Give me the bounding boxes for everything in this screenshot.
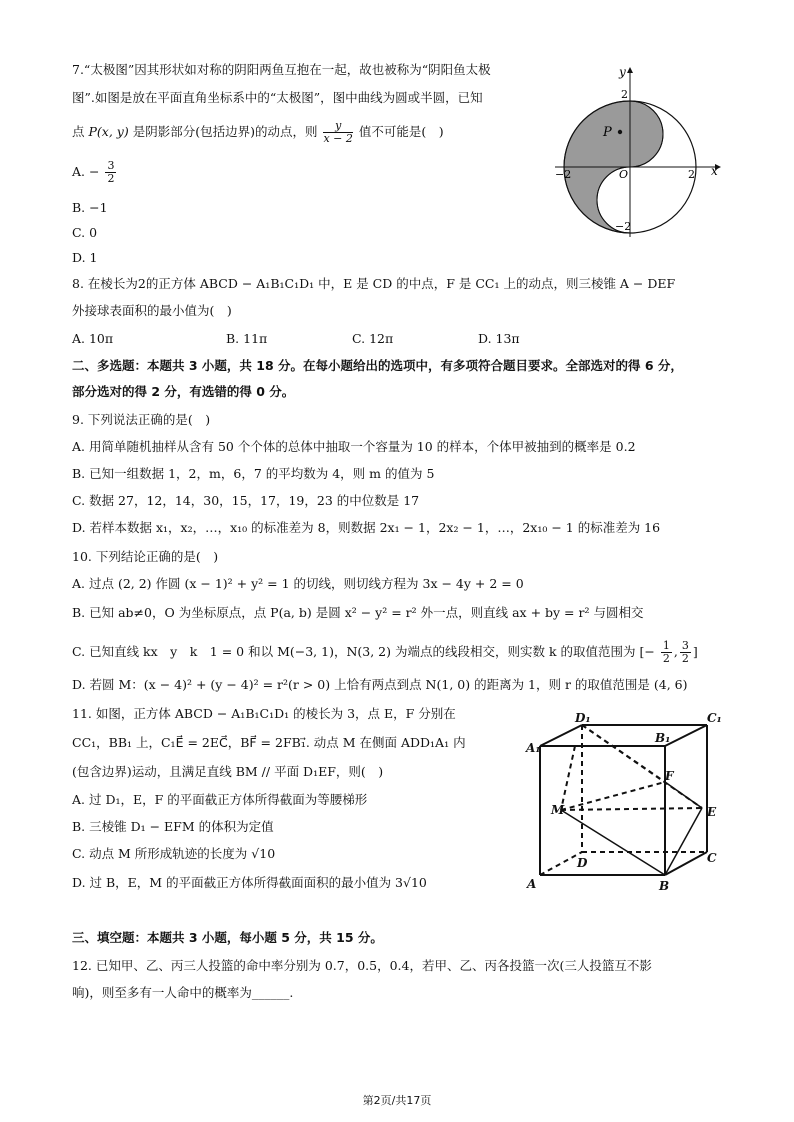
q12-line1: 12. 已知甲、乙、丙三人投篮的命中率分别为 0.7，0.5，0.4，若甲、乙、丙各投篮一次(三人投篮互不影 (72, 958, 652, 973)
q7-fraction (323, 120, 352, 145)
q9-option-d: D. 若样本数据 x₁，x₂，…，x₁₀ 的标准差为 8，则数据 2x₁ − 1，2x₂ − 1，…，2x₁₀ − 1 的标准差为 16 (72, 520, 661, 535)
q7-option-c: C. 0 (72, 225, 98, 240)
section2-heading: 二、多选题：本题共 3 小题，共 18 分。在每小题给出的选项中，有多项符合题目要求。全部选对的得 6 分， (72, 358, 683, 373)
origin-label: O (619, 168, 629, 181)
q8-option-c: C. 12π (352, 331, 394, 346)
cube-label-b1: B₁ (655, 731, 671, 745)
q7-line3 (72, 120, 444, 145)
cube-label-e: E (707, 805, 717, 819)
q7-line3-mid: 是阴影部分(包括边界)的动点，则 (132, 124, 318, 139)
q7-option-b: B. −1 (72, 200, 108, 215)
q10-option-c-rbracket: ] (692, 644, 698, 659)
taiji-figure (555, 62, 735, 237)
q7-line2: 图”.如图是放在平面直角坐标系中的“太极图”，图中曲线为圆或半圆，已知 (72, 90, 483, 105)
q10-option-a: A. 过点 (2, 2) 作圆 (x − 1)² + y² = 1 的切线，则切线方程为 3x − 4y + 2 = 0 (72, 576, 524, 591)
q11-line3: (包含边界)运动，且满足直线 BM // 平面 D₁EF，则( ) (72, 764, 384, 779)
q10-option-c-frac2 (680, 640, 691, 665)
q7-option-a-fraction (105, 160, 116, 185)
cube-label-c1: C₁ (707, 711, 722, 725)
q10-option-c-frac1 (661, 640, 672, 665)
q12-line2: 响)，则至多有一人命中的概率为______. (72, 985, 294, 1000)
section3-heading: 三、填空题：本题共 3 小题，每小题 5 分，共 15 分。 (72, 930, 383, 945)
q8-line1: 8. 在棱长为2的正方体 ABCD − A₁B₁C₁D₁ 中，E 是 CD 的中点，F 是 CC₁ 上的动点，则三棱锥 A − DEF (72, 276, 676, 291)
x-axis-label: x (711, 164, 718, 178)
q7-line3-pre: 点 (72, 124, 85, 139)
q10-option-c-frac2-den: 2 (681, 652, 689, 665)
q7-line3-post: 值不可能是( ) (358, 124, 444, 139)
q10-option-b: B. 已知 ab≠0，O 为坐标原点，点 P(a, b) 是圆 x² − y² = r² 外一点，则直线 ax + by = r² 与圆相交 (72, 605, 644, 620)
q7-point: P(x, y) (88, 124, 129, 139)
q7-frac-num: y (323, 120, 352, 133)
q10-option-c (72, 640, 698, 665)
q8-option-b: B. 11π (226, 331, 268, 346)
q10-option-c-frac2-num: 3 (681, 639, 689, 652)
q7-frac-den: x − 2 (323, 132, 353, 145)
point-p-label: P (603, 125, 612, 140)
tick-top: 2 (621, 88, 628, 101)
q11-option-b: B. 三棱锥 D₁ − EFM 的体积为定值 (72, 819, 274, 834)
tick-left: −2 (555, 168, 572, 181)
q11-option-a: A. 过 D₁，E，F 的平面截正方体所得截面为等腰梯形 (72, 792, 368, 807)
section2-heading2: 部分选对的得 2 分，有选错的得 0 分。 (72, 384, 295, 399)
q11-option-c: C. 动点 M 所形成轨迹的长度为 √10 (72, 846, 276, 861)
cube-label-f: F (665, 769, 674, 783)
y-axis-label: y (619, 65, 626, 79)
q8-option-d: D. 13π (478, 331, 520, 346)
q11-line2: CC₁，BB₁ 上，C₁E⃗ = 2EC⃗，BF⃗ = 2FB₁⃗. 动点 M 在侧面 ADD₁A₁ 内 (72, 735, 466, 750)
cube-label-b: B (659, 879, 670, 893)
q7-option-a (72, 160, 118, 185)
cube-label-c: C (707, 851, 717, 865)
q9-stem: 9. 下列说法正确的是( ) (72, 412, 211, 427)
q11-line1: 11. 如图，正方体 ABCD − A₁B₁C₁D₁ 的棱长为 3，点 E，F 分别在 (72, 706, 456, 721)
cube-label-m: M (551, 803, 565, 817)
q10-option-c-comma: , (673, 644, 678, 659)
point-p-dot (618, 130, 622, 134)
q8-option-a: A. 10π (72, 331, 114, 346)
q11-option-d: D. 过 B，E，M 的平面截正方体所得截面面积的最小值为 3√10 (72, 875, 427, 890)
q7-option-d: D. 1 (72, 250, 98, 265)
q7-option-a-num: 3 (107, 159, 115, 172)
q7-line1: 7.“太极图”因其形状如对称的阴阳两鱼互抱在一起，故也被称为“阴阳鱼太极 (72, 62, 491, 77)
q10-option-c-text: C. 已知直线 kx y k 1 = 0 和以 M(−3, 1)，N(3, 2) 为端点的线段相交，则实数 k 的取值范围为 (72, 644, 636, 659)
cube-label-a1: A₁ (526, 741, 541, 755)
cube-label-d: D (577, 856, 588, 870)
q10-stem: 10. 下列结论正确的是( ) (72, 549, 219, 564)
cube-label-d1: D₁ (575, 711, 591, 725)
q7-option-a-sign: − (89, 164, 100, 179)
tick-bottom: −2 (615, 220, 632, 233)
cube-label-a: A (527, 877, 537, 891)
q10-option-c-lbracket: [− (639, 644, 655, 659)
tick-right: 2 (688, 168, 695, 181)
q10-option-d: D. 若圆 M：(x − 4)² + (y − 4)² = r²(r > 0) 上恰有两点到点 N(1, 0) 的距离为 1，则 r 的取值范围是 (4, 6) (72, 677, 688, 692)
q9-option-a: A. 用简单随机抽样从含有 50 个个体的总体中抽取一个容量为 10 的样本，个体甲被抽到的概率是 0.2 (72, 439, 636, 454)
q8-line2: 外接球表面积的最小值为( ) (72, 303, 232, 318)
q9-option-c: C. 数据 27，12，14，30，15，17，19，23 的中位数是 17 (72, 493, 420, 508)
q10-option-c-frac1-num: 1 (662, 639, 670, 652)
q7-option-a-den: 2 (107, 172, 115, 185)
cube-figure (525, 710, 730, 895)
page-footer: 第2页/共17页 (362, 1094, 432, 1107)
q7-option-a-label: A. (72, 164, 86, 179)
q10-option-c-frac1-den: 2 (662, 652, 670, 665)
q9-option-b: B. 已知一组数据 1，2，m，6，7 的平均数为 4，则 m 的值为 5 (72, 466, 435, 481)
